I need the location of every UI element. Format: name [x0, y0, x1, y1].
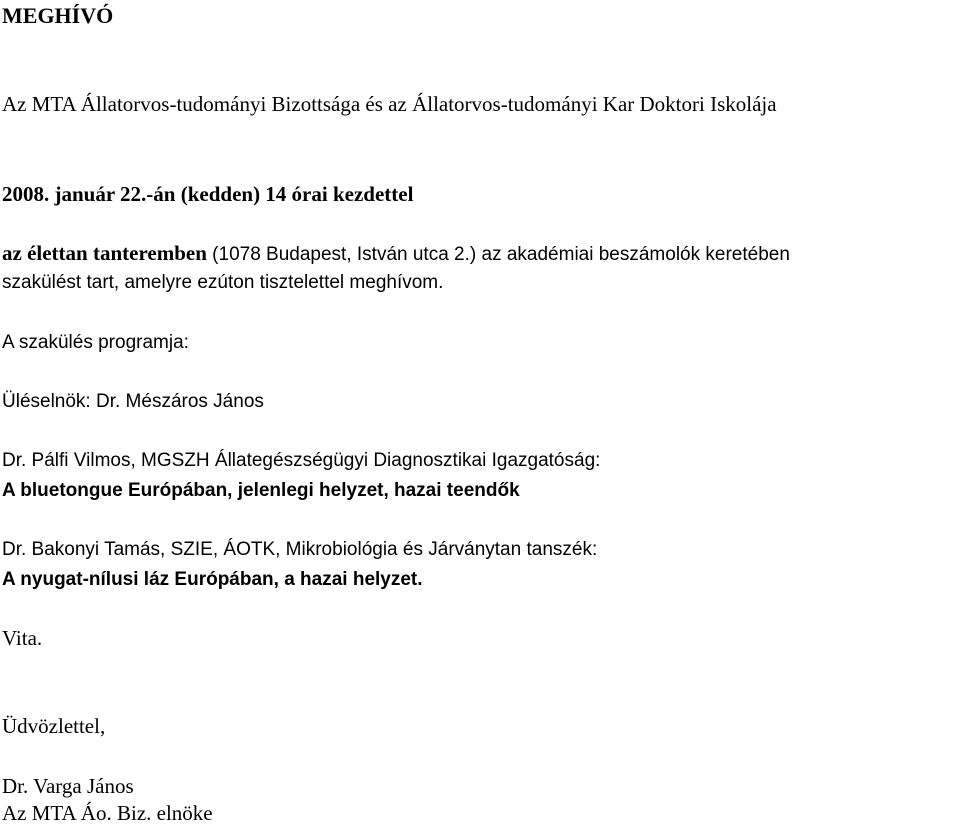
talk-1-title: A bluetongue Európában, jelenlegi helyzet, hazai teendők — [2, 480, 520, 501]
discussion: Vita. — [2, 626, 43, 650]
venue-rest: (1078 Budapest, István utca 2.) az akadémiai beszámolók keretében — [206, 244, 790, 265]
date-line: 2008. január 22.-án (kedden) 14 órai kezdettel — [2, 182, 414, 206]
talk-1-speaker: Dr. Pálfi Vilmos, MGSZH Állategészségügyi Diagnosztikai Igazgatóság: — [2, 450, 601, 471]
talk-2-speaker: Dr. Bakonyi Tamás, SZIE, ÁOTK, Mikrobiológia és Járványtan tanszék: — [2, 539, 598, 560]
document-title: MEGHÍVÓ — [2, 3, 114, 28]
program-heading: A szakülés programja: — [2, 332, 189, 353]
venue-line-2: szakülést tart, amelyre ezúton tisztelettel meghívom. — [2, 272, 444, 293]
talk-2-title: A nyugat-nílusi láz Európában, a hazai helyzet. — [2, 569, 423, 590]
venue-bold: az élettan tanteremben — [2, 241, 207, 265]
signatory-role: Az MTA Áo. Biz. elnöke — [2, 801, 213, 825]
venue-line — [2, 240, 790, 268]
greeting: Üdvözlettel, — [2, 714, 106, 738]
signatory-name: Dr. Varga János — [2, 774, 134, 798]
session-chair: Üléselnök: Dr. Mészáros János — [2, 391, 264, 412]
intro-text: Az MTA Állatorvos-tudományi Bizottsága és az Állatorvos-tudományi Kar Doktori Iskolája — [2, 92, 777, 116]
